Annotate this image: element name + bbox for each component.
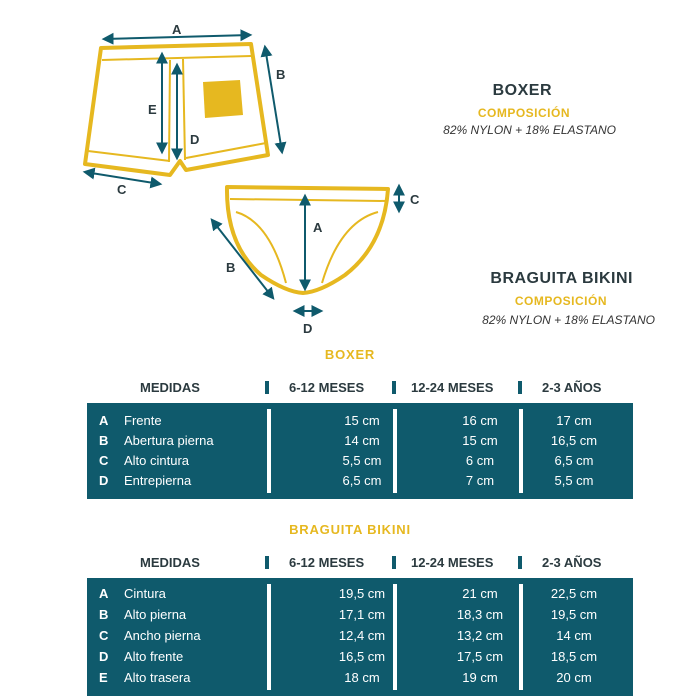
table-row — [87, 668, 633, 688]
cell-value: 12,4 cm — [338, 628, 386, 643]
cell-value: 19 cm — [462, 670, 498, 685]
header-size-2-3: 2-3 AÑOS — [542, 380, 602, 395]
row-label: Abertura pierna — [124, 433, 214, 448]
table-row — [87, 584, 633, 604]
row-letter: D — [99, 473, 109, 488]
cell-value: 14 cm — [344, 433, 380, 448]
row-letter: C — [99, 453, 109, 468]
bikini-letter-a: A — [313, 220, 323, 235]
table-row — [87, 626, 633, 646]
header-medidas: MEDIDAS — [140, 380, 200, 395]
cell-value: 5,5 cm — [342, 453, 382, 468]
cell-value: 15 cm — [462, 433, 498, 448]
bikini-table-title: BRAGUITA BIKINI — [289, 522, 411, 537]
row-label: Entrepierna — [124, 473, 192, 488]
header-size-6-12: 6-12 MESES — [289, 380, 365, 395]
row-label: Alto cintura — [124, 453, 190, 468]
boxer-composition-label: COMPOSICIÓN — [477, 106, 570, 120]
row-label: Cintura — [124, 586, 166, 601]
cell-value: 17,5 cm — [456, 649, 504, 664]
cell-value: 19,5 cm — [338, 586, 386, 601]
bikini-composition-label: COMPOSICIÓN — [514, 294, 607, 308]
boxer-letter-e: E — [148, 102, 157, 117]
bikini-diagram — [212, 186, 420, 336]
cell-value: 14 cm — [556, 628, 592, 643]
header-marker — [518, 381, 522, 394]
row-letter: A — [99, 586, 109, 601]
bikini-outline — [227, 187, 388, 293]
cell-value: 16,5 cm — [338, 649, 386, 664]
header-size-2-3: 2-3 AÑOS — [542, 555, 602, 570]
table-row — [87, 647, 633, 667]
table-row — [87, 411, 633, 431]
bikini-measure-table — [87, 578, 633, 696]
cell-value: 19,5 cm — [550, 607, 598, 622]
cell-value: 18,3 cm — [456, 607, 504, 622]
header-size-12-24: 12-24 MESES — [411, 380, 494, 395]
boxer-diagram — [85, 22, 285, 197]
boxer-letter-d: D — [190, 132, 200, 147]
header-medidas: MEDIDAS — [140, 555, 200, 570]
table-row — [87, 431, 633, 451]
boxer-letter-b: B — [276, 67, 286, 82]
bikini-material: 82% NYLON + 18% ELASTANO — [482, 313, 655, 327]
cell-value: 21 cm — [462, 586, 498, 601]
row-letter: B — [99, 433, 109, 448]
row-label: Alto frente — [124, 649, 184, 664]
table-row — [87, 471, 633, 491]
row-letter: E — [99, 670, 108, 685]
cell-value: 18 cm — [344, 670, 380, 685]
cell-value: 20 cm — [556, 670, 592, 685]
header-marker — [392, 381, 396, 394]
boxer-pocket — [203, 80, 243, 118]
cell-value: 7 cm — [465, 473, 495, 488]
cell-value: 17 cm — [556, 413, 592, 428]
row-letter: A — [99, 413, 109, 428]
boxer-material: 82% NYLON + 18% ELASTANO — [443, 123, 616, 137]
row-letter: D — [99, 649, 109, 664]
cell-value: 5,5 cm — [554, 473, 594, 488]
cell-value: 18,5 cm — [550, 649, 598, 664]
header-size-6-12: 6-12 MESES — [289, 555, 365, 570]
boxer-arrow-b — [265, 47, 282, 152]
row-letter: C — [99, 628, 109, 643]
cell-value: 6 cm — [465, 453, 495, 468]
bikini-letter-d: D — [303, 321, 313, 336]
cell-value: 16 cm — [462, 413, 498, 428]
header-marker — [392, 556, 396, 569]
table-row — [87, 451, 633, 471]
boxer-letter-c: C — [117, 182, 127, 197]
bikini-letter-c: C — [410, 192, 420, 207]
boxer-letter-a: A — [172, 22, 182, 37]
row-label: Ancho pierna — [124, 628, 201, 643]
cell-value: 15 cm — [344, 413, 380, 428]
boxer-measure-table — [87, 403, 633, 499]
cell-value: 17,1 cm — [338, 607, 386, 622]
cell-value: 6,5 cm — [342, 473, 382, 488]
cell-value: 16,5 cm — [550, 433, 598, 448]
row-label: Alto trasera — [124, 670, 191, 685]
boxer-product-title: BOXER — [492, 82, 552, 99]
table-row — [87, 605, 633, 625]
boxer-table-title: BOXER — [324, 347, 376, 362]
row-letter: B — [99, 607, 109, 622]
header-marker — [265, 556, 269, 569]
header-size-12-24: 12-24 MESES — [411, 555, 494, 570]
header-marker — [265, 381, 269, 394]
bikini-product-title: BRAGUITA BIKINI — [490, 270, 633, 287]
header-marker — [518, 556, 522, 569]
garment-diagrams — [0, 0, 700, 340]
row-label: Alto pierna — [124, 607, 187, 622]
cell-value: 22,5 cm — [550, 586, 598, 601]
cell-value: 13,2 cm — [456, 628, 504, 643]
boxer-fly-left — [169, 60, 170, 162]
row-label: Frente — [124, 413, 162, 428]
cell-value: 6,5 cm — [554, 453, 594, 468]
bikini-letter-b: B — [226, 260, 236, 275]
